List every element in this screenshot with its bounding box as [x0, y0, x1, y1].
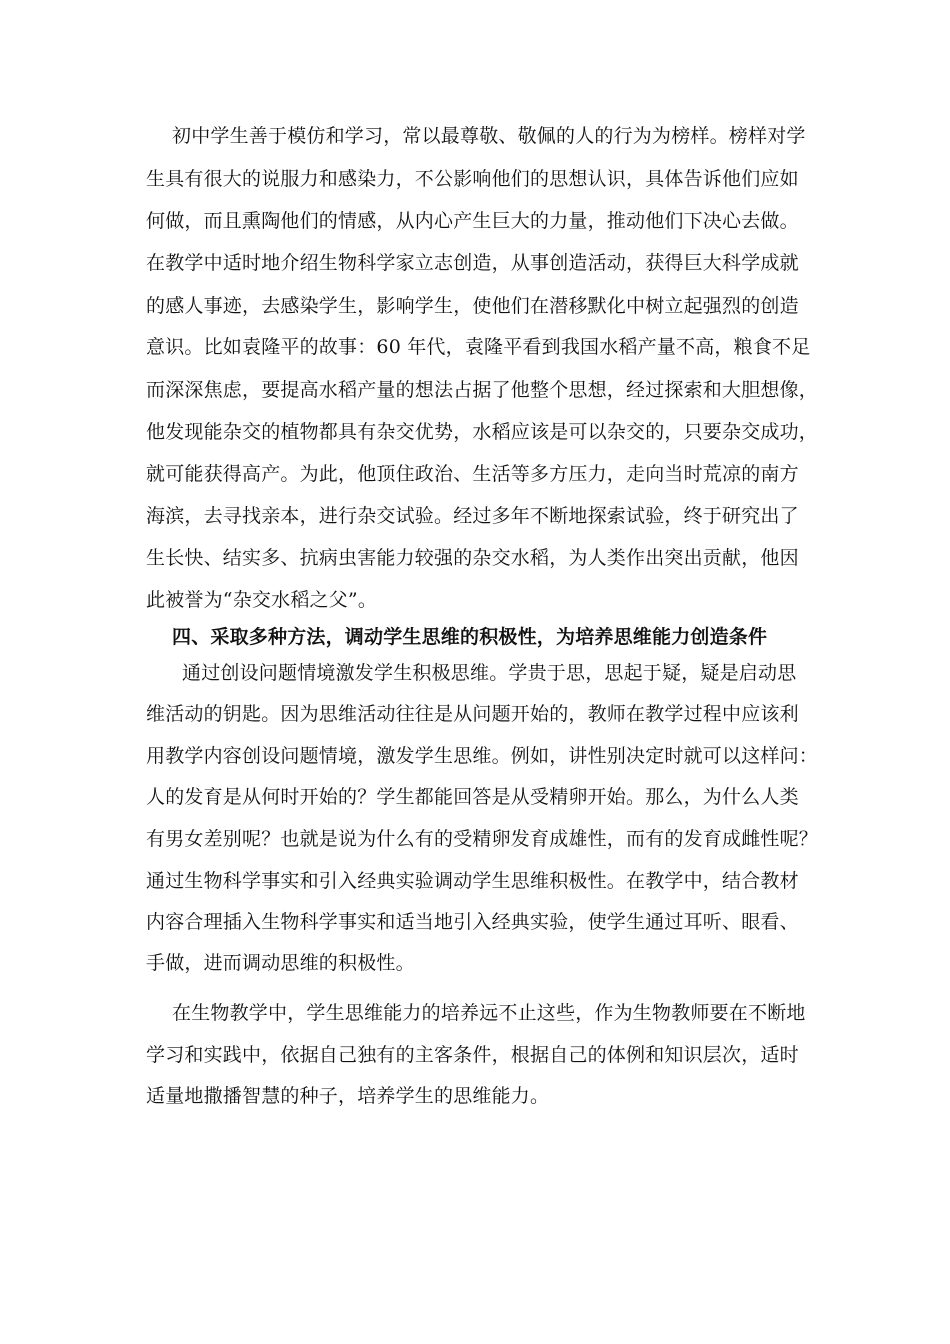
paragraph-1-line-8: 他发现能杂交的植物都具有杂交优势，水稻应该是可以杂交的，只要杂交成功， [146, 421, 819, 443]
paragraph-1-line-4: 在教学中适时地介绍生物科学家立志创造，从事创造活动，获得巨大科学成就 [146, 252, 799, 274]
section-heading: 四、采取多种方法，调动学生思维的积极性，为培养思维能力创造条件 [172, 626, 768, 648]
paragraph-1-line-7: 而深深焦虑，要提高水稻产量的想法占据了他整个思想，经过探索和大胆想像， [146, 379, 819, 401]
paragraph-2-line-7: 内容合理插入生物科学事实和适当地引入经典实验，使学生通过耳听、眼看、 [146, 911, 799, 933]
paragraph-2-line-3: 用教学内容创设问题情境，激发学生思维。例如，讲性别决定时就可以这样问： [146, 745, 819, 767]
paragraph-1-line-10: 海滨，去寻找亲本，进行杂交试验。经过多年不断地探索试验，终于研究出了 [146, 505, 799, 527]
paragraph-1-line-9: 就可能获得高产。为此，他顶住政治、生活等多方压力，走向当时荒凉的南方 [146, 463, 799, 485]
paragraph-3-line-2: 学习和实践中，依据自己独有的主客条件，根据自己的体例和知识层次，适时 [146, 1044, 799, 1066]
paragraph-2-line-2: 维活动的钥匙。因为思维活动往往是从问题开始的，教师在教学过程中应该利 [146, 703, 799, 725]
paragraph-2-line-4: 人的发育是从何时开始的？学生都能回答是从受精卵开始。那么，为什么人类 [146, 786, 799, 808]
paragraph-1-line-2: 生具有很大的说服力和感染力，不公影响他们的思想认识，具体告诉他们应如 [146, 168, 799, 190]
paragraph-1-line-12: 此被誉为“杂交水稻之父”。 [146, 589, 378, 611]
paragraph-2-line-1: 通过创设问题情境激发学生积极思维。学贵于思，思起于疑，疑是启动思 [182, 662, 797, 684]
paragraph-1-line-6: 意识。比如袁隆平的故事：60 年代，袁隆平看到我国水稻产量不高，粮食不足 [146, 336, 811, 358]
paragraph-2-line-5: 有男女差别呢？也就是说为什么有的受精卵发育成雄性，而有的发育成雌性呢？ [146, 828, 819, 850]
paragraph-1-line-11: 生长快、结实多、抗病虫害能力较强的杂交水稻，为人类作出突出贡献，他因 [146, 547, 799, 569]
paragraph-1-line-5: 的感人事迹，去感染学生，影响学生，使他们在潜移默化中树立起强烈的创造 [146, 295, 799, 317]
paragraph-1-line-3: 何做，而且熏陶他们的情感，从内心产生巨大的力量，推动他们下决心去做。 [146, 210, 799, 232]
paragraph-2-line-6: 通过生物科学事实和引入经典实验调动学生思维积极性。在教学中，结合教材 [146, 870, 799, 892]
paragraph-3-line-3: 适量地撒播智慧的种子，培养学生的思维能力。 [146, 1085, 550, 1107]
paragraph-3-line-1: 在生物教学中，学生思维能力的培养远不止这些，作为生物教师要在不断地 [172, 1002, 806, 1024]
paragraph-2-line-8: 手做，进而调动思维的积极性。 [146, 952, 415, 974]
paragraph-1-line-1: 初中学生善于模仿和学习，常以最尊敬、敬佩的人的行为为榜样。榜样对学 [172, 125, 806, 147]
